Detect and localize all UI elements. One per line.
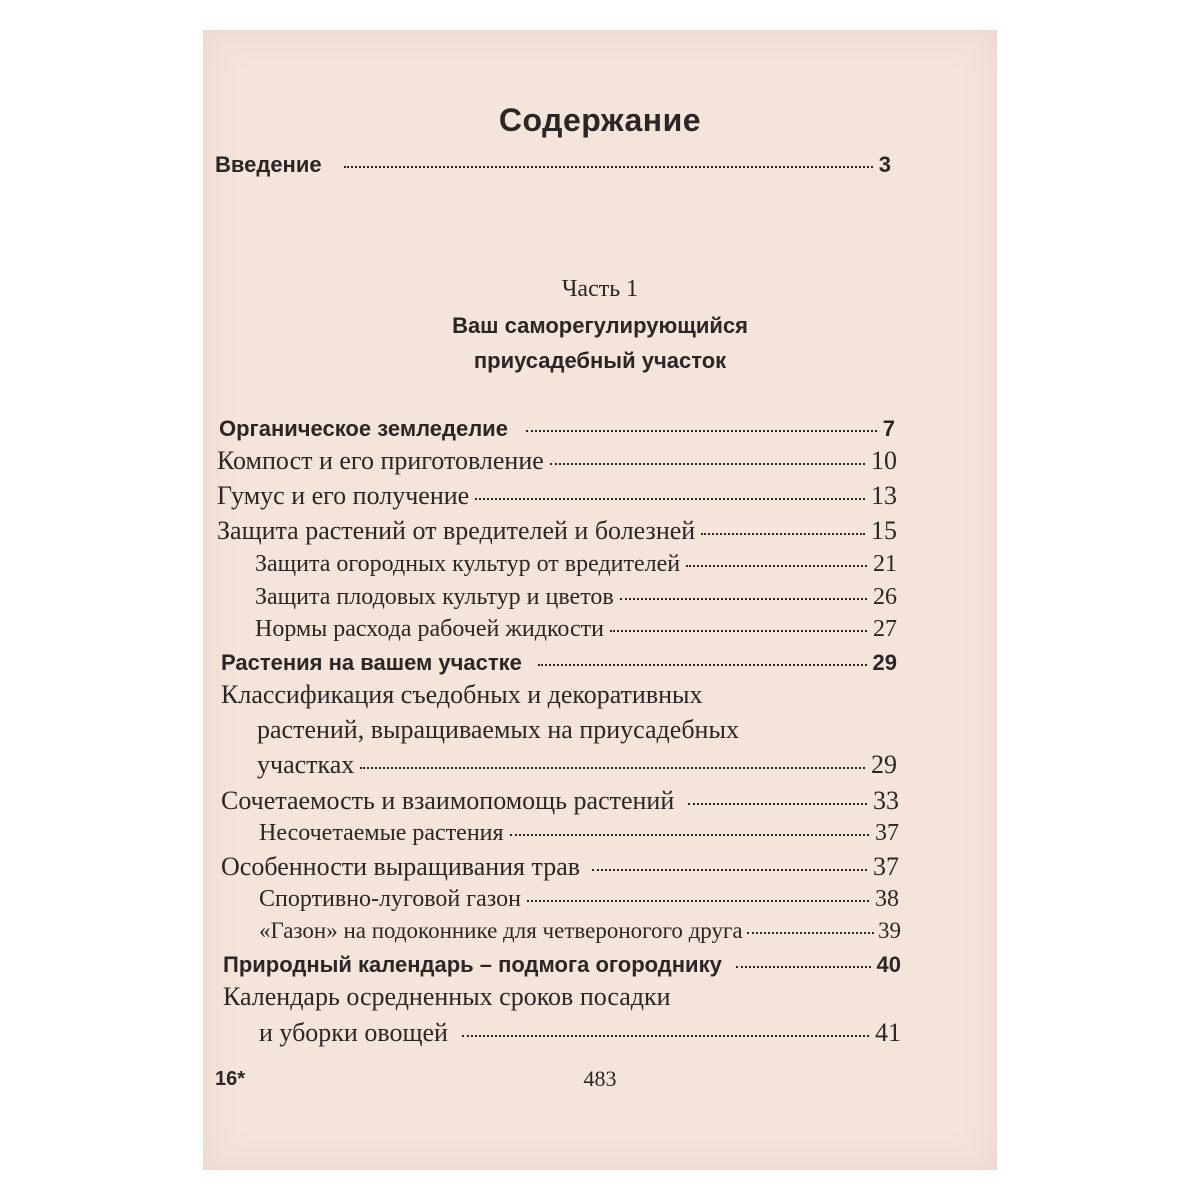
toc-entry-page: 39	[878, 918, 901, 943]
toc-entry-page: 27	[873, 616, 897, 642]
page-title: Содержание	[498, 102, 702, 138]
dot-leader	[592, 869, 867, 871]
dot-leader	[462, 1035, 869, 1037]
toc-entry-11	[221, 852, 899, 882]
toc-entry-text: Гумус и его получение	[217, 481, 470, 510]
toc-entry-page: 3	[878, 152, 891, 177]
dot-leader	[510, 834, 869, 836]
dot-leader	[527, 900, 869, 902]
dot-leader	[736, 966, 871, 968]
dot-leader	[688, 803, 867, 805]
toc-entry-15	[259, 1018, 901, 1048]
toc-entry-text: Защита растений от вредителей и болезней	[217, 516, 696, 545]
toc-entry-page: 37	[875, 820, 899, 846]
toc-entry-7	[221, 650, 897, 676]
toc-entry-page: 41	[875, 1018, 901, 1047]
toc-entry-page: 40	[876, 952, 901, 977]
part-heading-line1: Ваш саморегулирующийся	[452, 313, 748, 338]
toc-entry-text: Нормы расхода рабочей жидкости	[255, 616, 604, 642]
part-label: Часть 1	[561, 276, 639, 302]
toc-entry-page: 38	[875, 886, 899, 912]
toc-entry-intro	[215, 152, 891, 178]
toc-entry-text: Природный календарь – подмога огороднику	[223, 952, 722, 977]
page-number: 483	[583, 1066, 617, 1091]
dot-leader	[747, 932, 874, 934]
toc-entry-text: и уборки овощей	[259, 1018, 448, 1047]
toc-entry-text: Компост и его приготовление	[217, 446, 544, 475]
toc-entry-2	[217, 481, 897, 511]
toc-entry-8-line2: растений, выращиваемых на приусадебных	[257, 715, 739, 744]
toc-entry-5	[255, 584, 897, 611]
toc-entry-page: 15	[871, 516, 897, 545]
dot-leader	[538, 664, 867, 666]
toc-entry-13	[259, 918, 901, 944]
dot-leader	[344, 166, 873, 168]
toc-entry-8	[257, 750, 897, 780]
toc-entry-page: 29	[871, 750, 897, 779]
toc-entry-page: 21	[873, 551, 897, 577]
dot-leader	[610, 630, 867, 632]
part-heading-line2: приусадебный участок	[473, 348, 727, 373]
book-page	[203, 30, 997, 1170]
toc-entry-page: 26	[873, 584, 897, 610]
toc-entry-page: 7	[882, 416, 895, 441]
toc-entry-text: Сочетаемость и взаимопомощь растений	[221, 786, 675, 815]
toc-entry-15-line1: Календарь осредненных сроков посадки	[223, 982, 671, 1011]
toc-entry-text: Несочетаемые растения	[259, 820, 504, 846]
toc-entry-6	[255, 616, 897, 643]
dot-leader	[475, 498, 865, 500]
dot-leader	[550, 463, 865, 465]
toc-entry-text: Спортивно-луговой газон	[259, 886, 521, 912]
toc-entry-page: 29	[872, 650, 897, 675]
toc-entry-9	[221, 786, 899, 816]
toc-entry-8-line1: Классификация съедобных и декоративных	[221, 680, 703, 709]
toc-entry-3	[217, 516, 897, 546]
toc-entry-14	[223, 952, 901, 978]
toc-entry-page: 33	[873, 786, 899, 815]
toc-entry-page: 37	[873, 852, 899, 881]
toc-entry-text: Органическое земледелие	[219, 416, 508, 441]
dot-leader	[620, 598, 867, 600]
toc-entry-1	[217, 446, 897, 476]
printer-signature: 16*	[215, 1068, 246, 1090]
toc-entry-text: Защита огородных культур от вредителей	[255, 551, 681, 577]
toc-entry-12	[259, 886, 899, 913]
toc-entry-0	[219, 416, 895, 442]
toc-entry-text: «Газон» на подоконнике для четвероногого друга	[259, 918, 743, 943]
toc-entry-text: Растения на вашем участке	[221, 650, 522, 675]
toc-entry-page: 13	[871, 481, 897, 510]
dot-leader	[360, 767, 865, 769]
toc-entry-text: Введение	[215, 152, 322, 177]
dot-leader	[701, 533, 865, 535]
toc-entry-10	[259, 820, 899, 847]
toc-entry-text: участках	[257, 750, 355, 779]
dot-leader	[686, 565, 867, 567]
toc-entry-4	[255, 551, 897, 578]
dot-leader	[526, 430, 877, 432]
toc-entry-text: Особенности выращивания трав	[221, 852, 581, 881]
toc-entry-page: 10	[871, 446, 897, 475]
toc-entry-text: Защита плодовых культур и цветов	[255, 584, 614, 610]
